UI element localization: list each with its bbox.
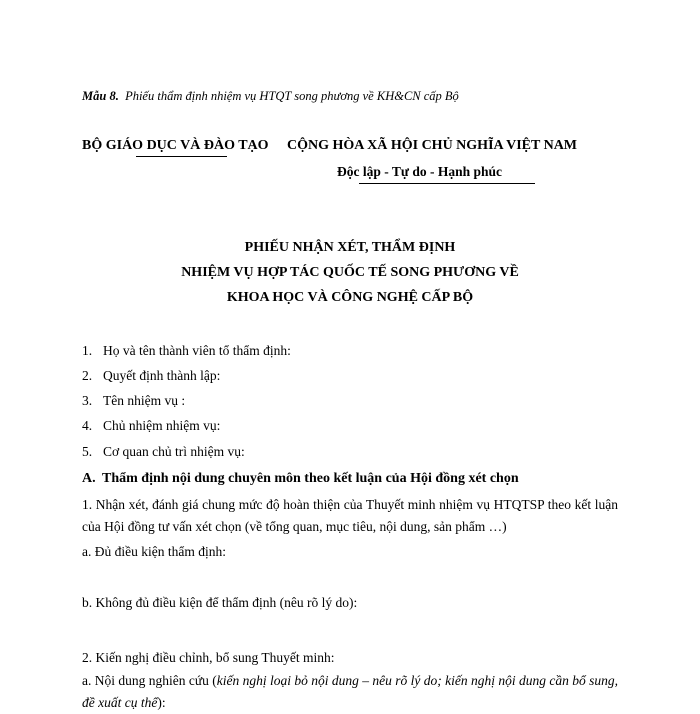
paragraph-2: 2. Kiến nghị điều chỉnh, bổ sung Thuyết minh:	[82, 650, 335, 665]
section-a-heading: A. Thẩm định nội dung chuyên môn theo kết luận của Hội đồng xét chọn	[82, 471, 519, 486]
ministry-underline	[136, 156, 227, 157]
form-name: Phiếu thẩm định nhiệm vụ HTQT song phương về KH&CN cấp Bộ	[125, 89, 459, 103]
national-motto: Độc lập - Tự do - Hạnh phúc	[337, 164, 503, 179]
form-label	[82, 89, 459, 104]
paragraph-1: 1. Nhận xét, đánh giá chung mức độ hoàn thiện của Thuyết minh nhiệm vụ HTQTSP theo kết luận của Hội đồng tư vấn xét chọn (về tổng quan, mục tiêu, nội dung, sản phẩm …)	[82, 497, 618, 534]
info-item-task-leader: 4. Chủ nhiệm nhiệm vụ:	[82, 418, 221, 433]
paragraph-1b: b. Không đủ điều kiện để thẩm định (nêu rõ lý do):	[82, 595, 358, 610]
info-item-member-name: 1. Họ và tên thành viên tổ thẩm định:	[82, 343, 291, 358]
motto-underline	[359, 183, 535, 184]
info-item-task-name: 3. Tên nhiệm vụ :	[82, 393, 186, 408]
form-number: Mẫu 8.	[82, 89, 119, 103]
document-title-line-2: NHIỆM VỤ HỢP TÁC QUỐC TẾ SONG PHƯƠNG VỀ	[181, 265, 519, 280]
ministry-name: BỘ GIÁO DỤC VÀ ĐÀO TẠO	[82, 138, 269, 153]
republic-name: CỘNG HÒA XÃ HỘI CHỦ NGHĨA VIỆT NAM	[287, 138, 578, 153]
document-title-line-1: PHIẾU NHẬN XÉT, THẨM ĐỊNH	[244, 240, 456, 255]
info-item-host-agency: 5. Cơ quan chủ trì nhiệm vụ:	[82, 444, 245, 459]
document-title-line-3: KHOA HỌC VÀ CÔNG NGHỆ CẤP BỘ	[226, 290, 474, 305]
info-item-decision: 2. Quyết định thành lập:	[82, 368, 221, 383]
paragraph-1a: a. Đủ điều kiện thẩm định:	[82, 544, 226, 559]
paragraph-2a: a. Nội dung nghiên cứu (kiến nghị loại bỏ nội dung – nêu rõ lý do; kiến nghị nội dung cần bổ sung, đề xuất cụ thể):	[82, 673, 618, 710]
